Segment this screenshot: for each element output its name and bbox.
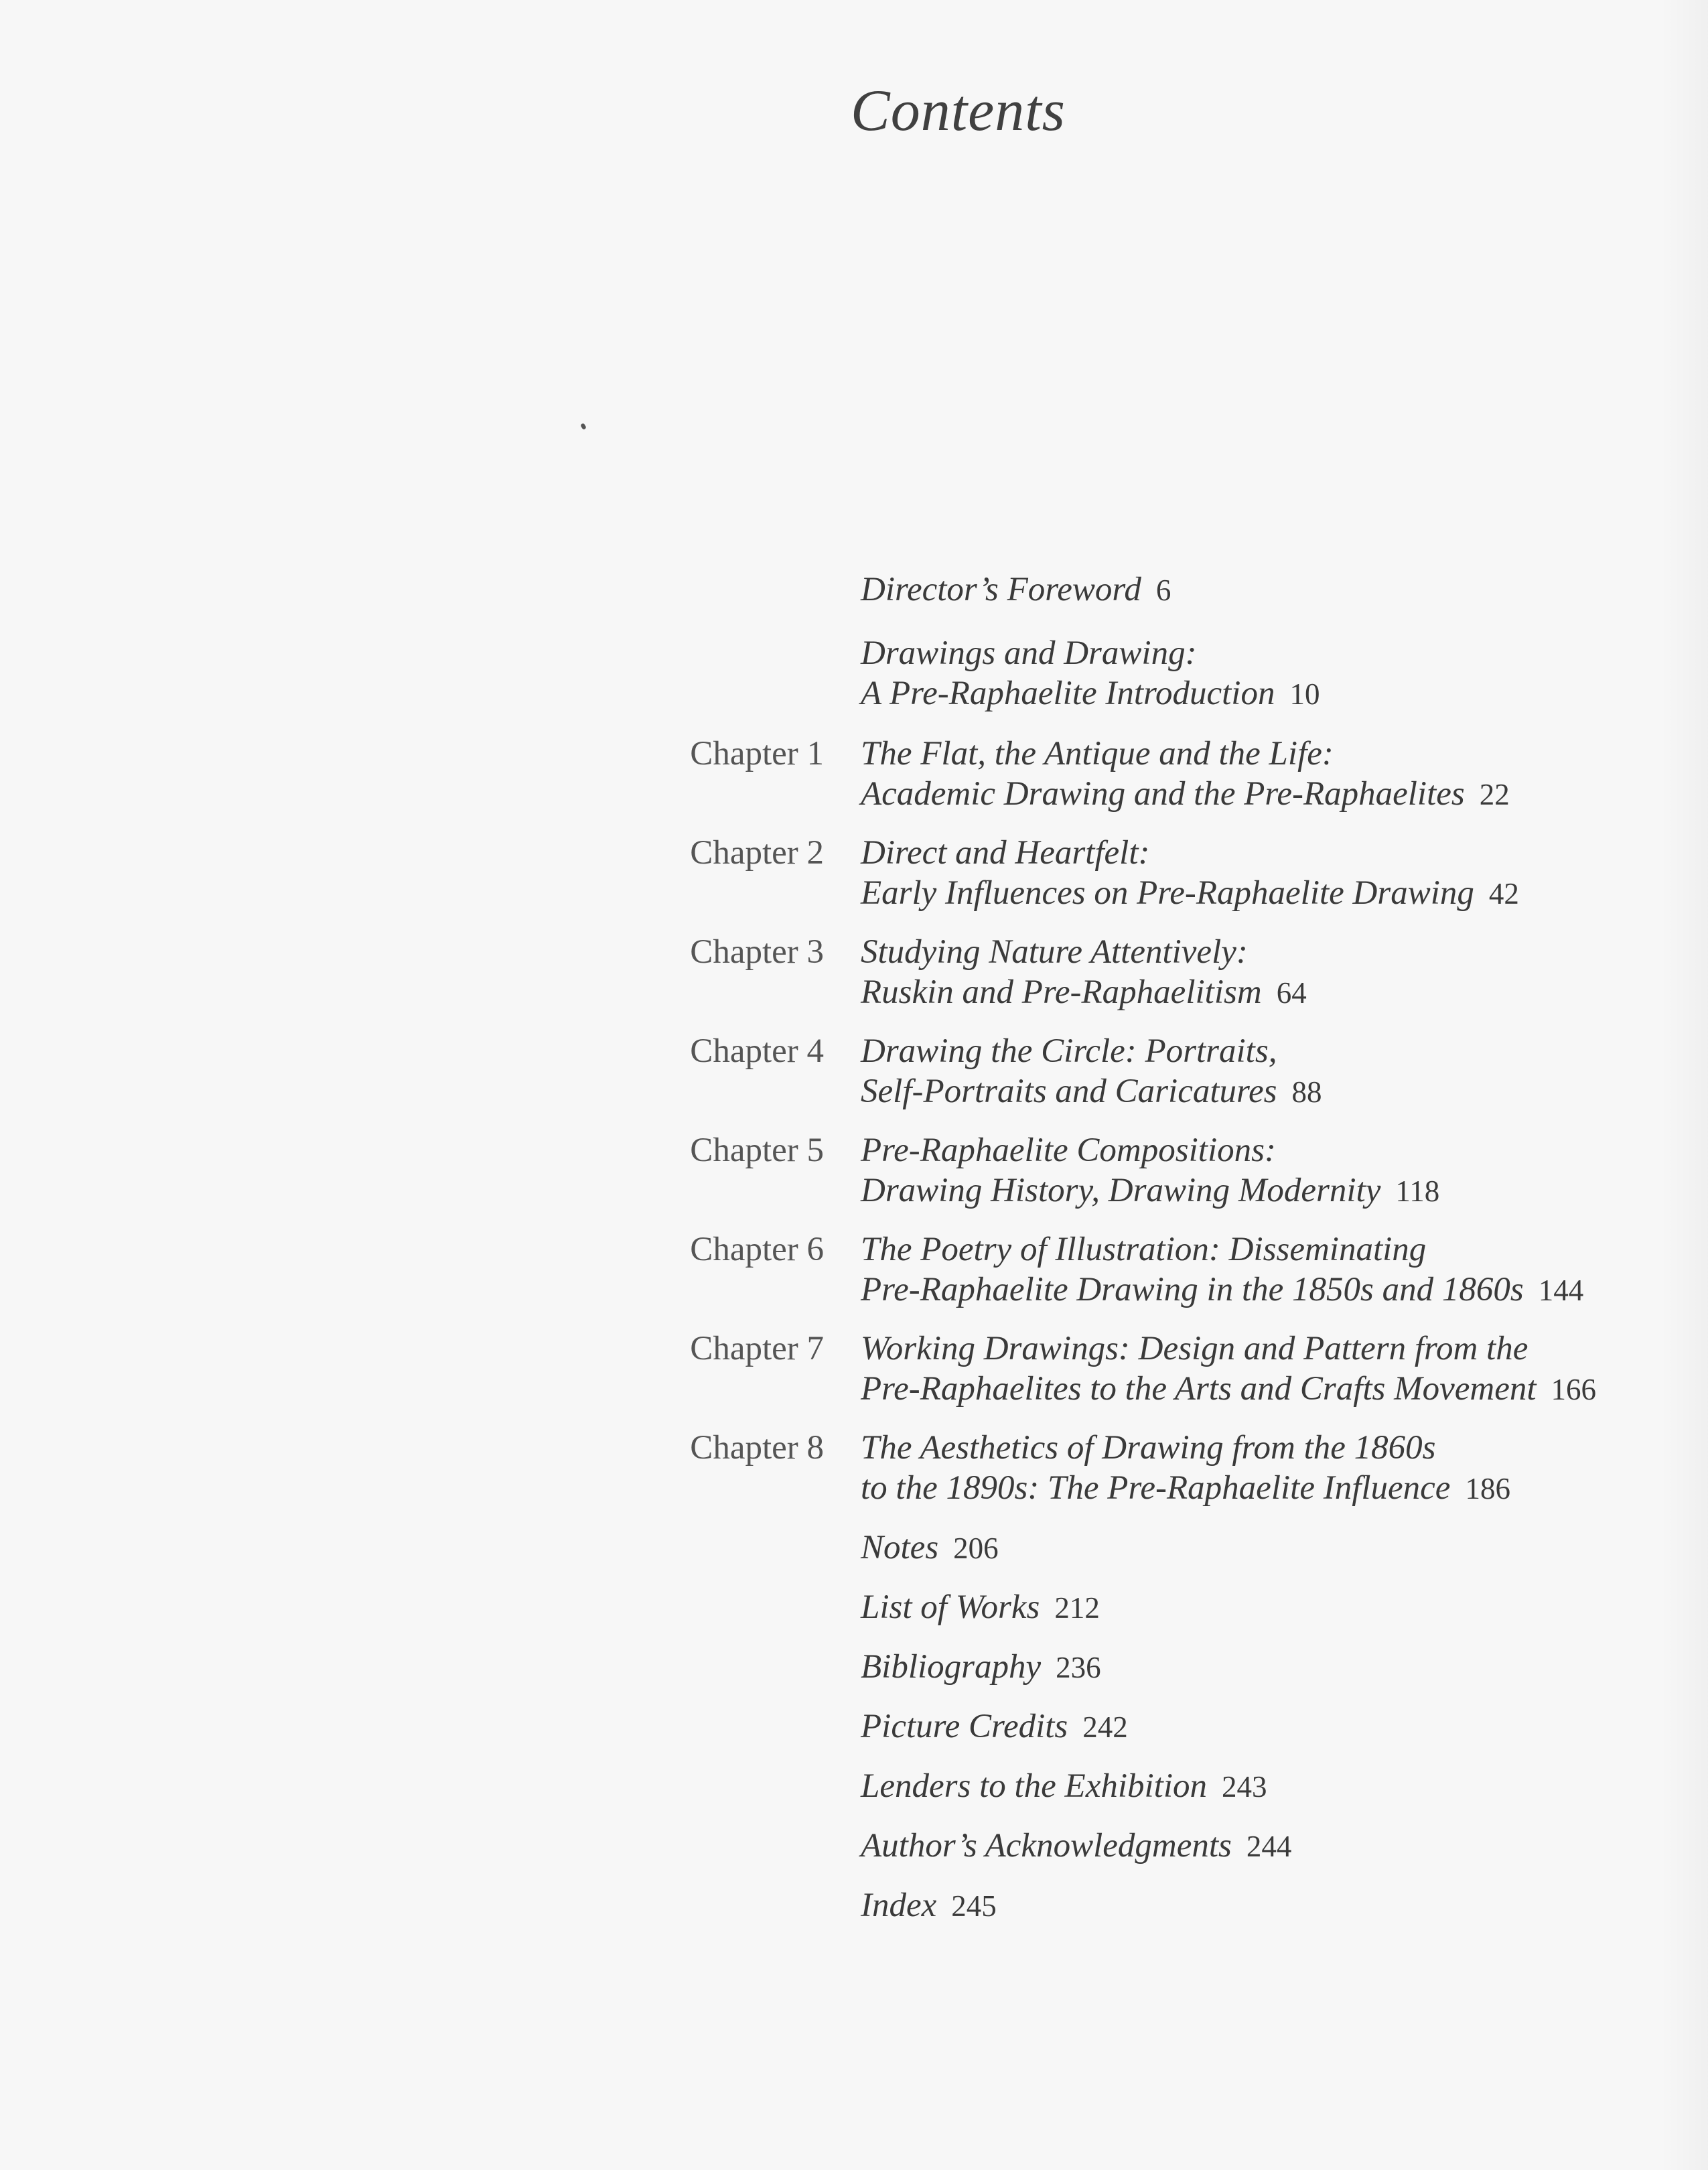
entry-title-line <box>861 1229 1685 1270</box>
entry-title-text: Pre-Raphaelite Compositions: <box>861 1132 1276 1169</box>
page-number: 10 <box>1289 677 1320 711</box>
entry-title <box>861 569 1685 610</box>
entry-title <box>861 1428 1685 1509</box>
entry-title-line <box>861 972 1685 1013</box>
entry-title-line <box>861 569 1685 610</box>
entry-title-line <box>861 1766 1685 1807</box>
page-number: 144 <box>1538 1274 1584 1307</box>
entry-title-text: Author’s Acknowledgments <box>861 1827 1232 1864</box>
entry-title-text: Lenders to the Exhibition <box>861 1767 1208 1805</box>
entry-title-text: Index <box>861 1887 937 1924</box>
entry-title-text: Bibliography <box>861 1648 1042 1686</box>
entry-title <box>861 1528 1685 1568</box>
entry-title-text: A Pre-Raphaelite Introduction <box>861 675 1275 712</box>
entry-title <box>861 1031 1685 1112</box>
entry-title-line <box>861 1270 1685 1310</box>
page-number: 64 <box>1276 976 1307 1010</box>
chapter-label: Chapter 1 <box>690 735 824 772</box>
chapter-label: Chapter 5 <box>690 1132 824 1169</box>
entry-title-text: Direct and Heartfelt: <box>861 834 1150 872</box>
entry-title-line <box>861 1170 1685 1211</box>
chapter-label: Chapter 3 <box>690 933 824 971</box>
entry-title <box>861 1826 1685 1867</box>
entry-title-line <box>861 1031 1685 1071</box>
entry-title-line <box>861 673 1685 714</box>
entry-title-text: The Aesthetics of Drawing from the 1860s <box>861 1429 1436 1467</box>
page-number: 206 <box>953 1532 999 1565</box>
entry-title-text: Drawing History, Drawing Modernity <box>861 1172 1381 1209</box>
page-number: 212 <box>1054 1591 1100 1625</box>
entry-title-line <box>861 1130 1685 1170</box>
entry-title-line <box>861 932 1685 972</box>
entry-title-line <box>861 1329 1685 1369</box>
chapter-label: Chapter 8 <box>690 1429 824 1467</box>
entry-title-text: Working Drawings: Design and Pattern from the <box>861 1330 1528 1367</box>
entry-title-line <box>861 1071 1685 1112</box>
entry-title-line <box>861 1647 1685 1688</box>
page-number: 88 <box>1291 1075 1322 1109</box>
entry-title-text: Drawing the Circle: Portraits, <box>861 1032 1277 1070</box>
entry-title-text: The Flat, the Antique and the Life: <box>861 735 1334 772</box>
entry-title-line <box>861 734 1685 774</box>
entry-title <box>861 1885 1685 1926</box>
page-number: 244 <box>1246 1830 1292 1863</box>
entry-title-line <box>861 1706 1685 1747</box>
page-number: 166 <box>1551 1373 1597 1406</box>
entry-title-text: Pre-Raphaelite Drawing in the 1850s and 1860s <box>861 1271 1524 1308</box>
page-number: 243 <box>1222 1770 1267 1804</box>
entry-title <box>861 932 1685 1013</box>
entry-title-line <box>861 1369 1685 1410</box>
entry-title-line <box>861 1885 1685 1926</box>
entry-title <box>861 1229 1685 1310</box>
entry-title-text: Picture Credits <box>861 1708 1068 1745</box>
entry-title <box>861 633 1685 714</box>
entry-title-line <box>861 774 1685 815</box>
page-title: Contents <box>851 78 1066 143</box>
entry-title <box>861 1130 1685 1211</box>
entry-title-text: to the 1890s: The Pre-Raphaelite Influence <box>861 1469 1451 1507</box>
page-number: 42 <box>1488 877 1519 910</box>
page-number: 186 <box>1465 1472 1510 1505</box>
entry-title <box>861 1329 1685 1410</box>
entry-title-text: The Poetry of Illustration: Disseminating <box>861 1231 1427 1268</box>
entry-title-text: Ruskin and Pre-Raphaelitism <box>861 973 1262 1011</box>
chapter-label: Chapter 2 <box>690 834 824 872</box>
entry-title-text: Academic Drawing and the Pre-Raphaelites <box>861 775 1465 813</box>
page-number: 242 <box>1082 1710 1128 1744</box>
entry-title <box>861 1647 1685 1688</box>
entry-title-text: Pre-Raphaelites to the Arts and Crafts Movement <box>861 1370 1537 1408</box>
paper-speck <box>580 423 587 430</box>
page-number: 118 <box>1395 1174 1440 1208</box>
entry-title-text: List of Works <box>861 1588 1040 1626</box>
entry-title-line <box>861 1528 1685 1568</box>
chapter-label: Chapter 4 <box>690 1032 824 1070</box>
entry-title <box>861 1706 1685 1747</box>
page-number: 22 <box>1479 778 1510 811</box>
entry-title-text: Drawings and Drawing: <box>861 634 1197 672</box>
page-number: 236 <box>1056 1651 1101 1684</box>
entry-title <box>861 734 1685 815</box>
page-number: 6 <box>1155 573 1171 607</box>
entry-title-text: Studying Nature Attentively: <box>861 933 1248 971</box>
entry-title-line <box>861 633 1685 673</box>
entry-title-line <box>861 873 1685 914</box>
entry-title-line <box>861 1428 1685 1468</box>
page-number: 245 <box>951 1889 997 1923</box>
entry-title-text: Notes <box>861 1529 939 1566</box>
entry-title-line <box>861 833 1685 873</box>
entry-title <box>861 1766 1685 1807</box>
entry-title-line <box>861 1587 1685 1628</box>
entry-title <box>861 833 1685 914</box>
entry-title-text: Director’s Foreword <box>861 571 1141 608</box>
entry-title-line <box>861 1468 1685 1509</box>
entry-title-text: Early Influences on Pre-Raphaelite Drawing <box>861 874 1474 912</box>
entry-title <box>861 1587 1685 1628</box>
chapter-label: Chapter 7 <box>690 1330 824 1367</box>
entry-title-text: Self-Portraits and Caricatures <box>861 1073 1277 1110</box>
entry-title-line <box>861 1826 1685 1867</box>
chapter-label: Chapter 6 <box>690 1231 824 1268</box>
